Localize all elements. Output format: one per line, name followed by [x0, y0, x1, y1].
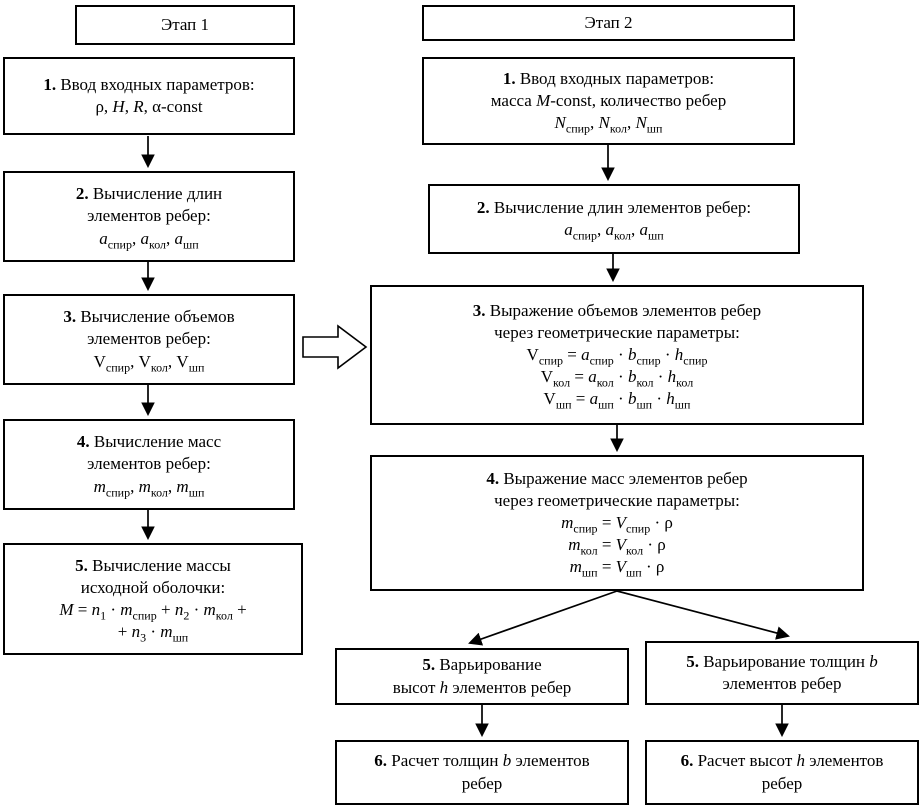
- stage2-box-3-volume-expressions: [370, 285, 864, 425]
- stage2-title-box: [422, 5, 795, 41]
- text-line: 1. Ввод входных параметров:: [502, 68, 715, 88]
- arrow-s2-4-5right: [617, 591, 788, 636]
- stage2-box-1-input-params: [422, 57, 795, 145]
- text-line: 4. Вычисление масс: [76, 432, 222, 452]
- text-line: 2. Вычисление длин элементов ребер:: [476, 197, 752, 217]
- text-line: $a_{спир}$, $a_{кол}$, $a_{шп}$: [564, 220, 664, 243]
- stage2-box-4-mass-expressions: [370, 455, 864, 591]
- text-line: 5. Варьирование: [422, 655, 542, 675]
- stage2-title: Этап 2: [584, 12, 633, 32]
- text-line: через геометрические параметры:: [494, 322, 740, 342]
- text-line: $N_{спир}$, $N_{кол}$, $N_{шп}$: [554, 113, 663, 136]
- text-line: 1. Ввод входных параметров:: [43, 74, 255, 94]
- stage1-box-4-masses: [3, 419, 295, 510]
- text-line: ребер: [461, 773, 503, 793]
- text-line: через геометрические параметры:: [494, 490, 740, 510]
- text-line: элементов ребер:: [87, 329, 211, 349]
- stage2-box-5-vary-heights: [335, 648, 629, 705]
- text-line: $m_{шп} = V_{шп} \cdot \rho$: [569, 557, 665, 580]
- stage1-title: Этап 1: [160, 14, 210, 34]
- stage1-box-2-lengths: [3, 171, 295, 262]
- text-line: $M = n_1 \cdot m_{спир} + n_2 \cdot m_{кол}$ +: [59, 600, 247, 623]
- text-line: $m_{кол} = V_{кол} \cdot \rho$: [568, 535, 666, 558]
- text-line: $V_{спир}$, $V_{кол}$, $V_{шп}$: [93, 351, 205, 374]
- text-line: 6. Расчет толщин b элементов: [374, 751, 590, 771]
- text-line: $V_{спир} = a_{спир} \cdot b_{спир} \cdot h_{спир}$: [526, 344, 708, 368]
- text-line: элементов ребер:: [87, 206, 211, 226]
- text-line: $a_{спир}$, $a_{кол}$, $a_{шп}$: [99, 228, 199, 251]
- text-line: 5. Варьирование толщин b: [686, 651, 878, 671]
- text-line: исходной оболочки:: [80, 577, 226, 597]
- text-line: элементов ребер: [722, 674, 842, 693]
- text-line: + $n_3 \cdot m_{шп}$: [117, 622, 189, 645]
- stage2-box-6-calc-heights: [645, 740, 919, 805]
- text-line: $m_{спир} = V_{спир} \cdot \rho$: [561, 512, 673, 536]
- stage1-title-box: [75, 5, 295, 45]
- text-line: масса M-const, количество ребер: [490, 90, 727, 110]
- stage1-box-5-shell-mass: [3, 543, 303, 655]
- stage2-box-5-vary-thicknesses: [645, 641, 919, 705]
- stage1-box-3-volumes: [3, 294, 295, 385]
- arrow-s2-4-5left: [470, 591, 617, 643]
- text-line: элементов ребер:: [87, 454, 211, 474]
- text-line: высот h элементов ребер: [392, 677, 572, 697]
- stage2-box-2-lengths: [428, 184, 800, 254]
- text-line: $V_{шп} = a_{шп} \cdot b_{шп} \cdot h_{шп}$: [543, 389, 691, 412]
- text-line: ребер: [761, 773, 803, 793]
- text-line: 3. Выражение объемов элементов ребер: [472, 300, 762, 320]
- text-line: 5. Вычисление массы: [75, 555, 231, 575]
- stage1-box-1-input-params: [3, 57, 295, 135]
- text-line: 4. Выражение масс элементов ребер: [486, 468, 748, 488]
- text-line: 6. Расчет высот h элементов: [680, 751, 884, 771]
- big-right-arrow-icon: [303, 326, 366, 368]
- text-line: 3. Вычисление объемов: [63, 307, 235, 327]
- text-line: 2. Вычисление длин: [75, 184, 223, 204]
- text-line: $m_{спир}$, $m_{кол}$, $m_{шп}$: [93, 476, 205, 499]
- text-line: $V_{кол} = a_{кол} \cdot b_{кол} \cdot h_{кол}$: [540, 367, 694, 390]
- text-line: ρ, H, R, α-const: [95, 97, 203, 116]
- stage2-box-6-calc-thicknesses: [335, 740, 629, 805]
